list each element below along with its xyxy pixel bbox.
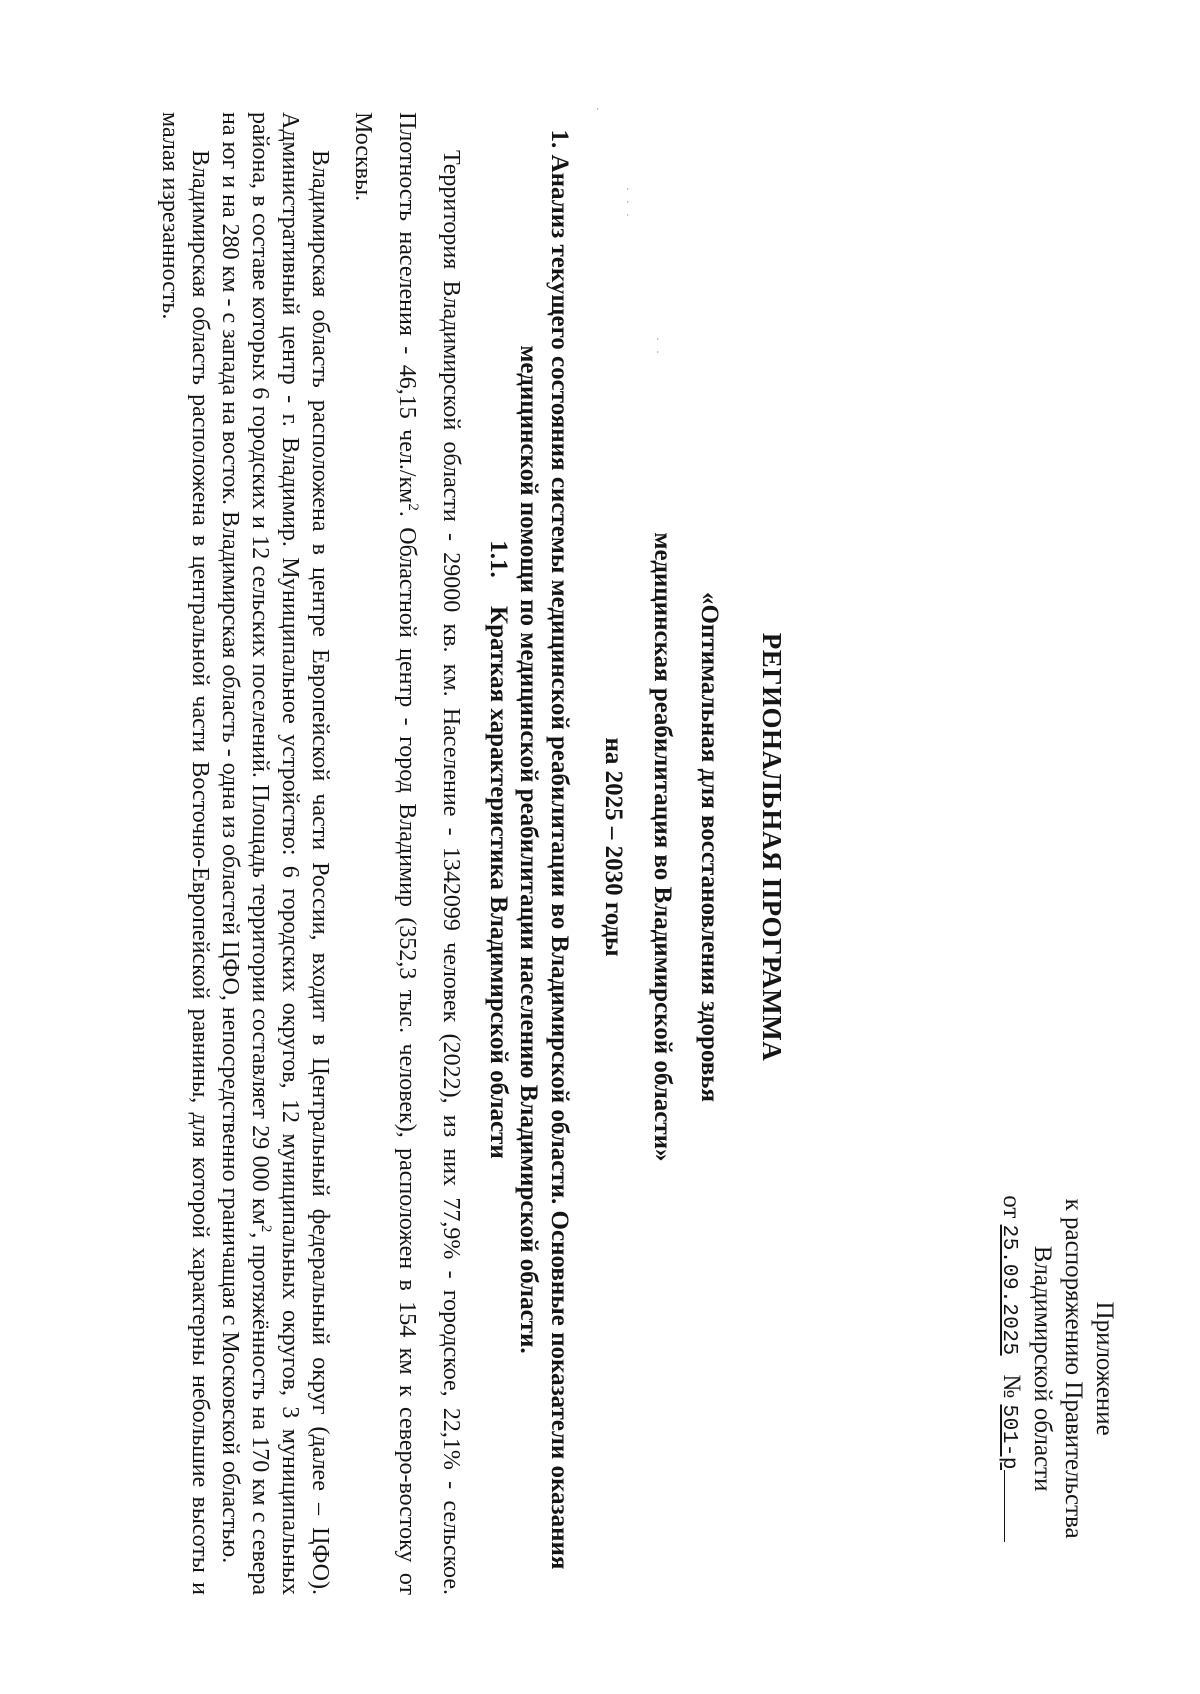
program-subtitle <box>639 37 733 1657</box>
section-title: Анализ текущего состояния системы медицинской реабилитации во Владимирской области. Основные показатели оказания медицинской помощи по медицинской реабилитации населению Владимирской области. <box>515 154 573 1570</box>
paragraph-location <box>215 112 335 1595</box>
approval-number: 501-р <box>997 1404 1020 1470</box>
approval-date: 25.09.2025 <box>997 1224 1020 1356</box>
approval-number-underline <box>1004 1470 1023 1542</box>
approval-date-line <box>993 1195 1027 1542</box>
approval-prefix-from: от <box>998 1195 1025 1219</box>
approval-stamp <box>993 1195 1120 1542</box>
paragraph-relief: Владимирская область расположена в центральной части Восточно-Европейской равнины, для которой характерны небольшие высоты и малая изрезанность. <box>157 112 213 1595</box>
program-years: на 2025 – 2030 годы <box>600 737 627 957</box>
scan-speck: · <box>591 107 605 114</box>
paragraph-territory-text-a: Территория Владимирской области - 29000 кв. км. Население - 1342099 человек (2022), из них 77,9% - городское, 22,1% - сельское. Плотность населения - 46,15 чел./км <box>394 112 464 1595</box>
document-body <box>155 112 473 1595</box>
paragraph-location-text-b: , протяжённость на 170 км с севера на юг и на 280 км - с запада на восток. Владимирская область - одна из областей ЦФО, непосредственно граничащая с Московской областью. <box>217 112 273 1595</box>
superscript-2: 2 <box>405 503 421 511</box>
section-heading <box>513 112 575 1587</box>
superscript-2: 2 <box>258 1224 274 1233</box>
paragraph-location-text-a: Владимирская область расположена в центре Европейской части России, входит в Центральный федеральный округ (далее – ЦФО). Административный центр - г. Владимир. Муниципальное устройство: 6 городских округов, 12 муниципальных округов, 3 муниципальных района, в составе которых 6 городских и 12 сельских поселений. Площадь территории составляет 29 000 км <box>247 112 333 1595</box>
section-number: 1. <box>546 129 573 149</box>
approval-line-1: Приложение <box>1091 1301 1118 1436</box>
subsection-title: Краткая характеристика Владимирской области <box>485 605 512 1159</box>
scan-speck: · · · <box>621 187 635 220</box>
approval-line-2: к распоряжению Правительства <box>1060 1198 1087 1539</box>
approval-number-sign: № <box>998 1374 1025 1399</box>
program-subtitle-line-2: медицинская реабилитация во Владимирской области» <box>649 532 676 1162</box>
subsection-heading <box>484 112 512 1587</box>
subsection-number: 1.1. <box>485 540 512 578</box>
paragraph-territory <box>341 112 473 1595</box>
approval-line-3: Владимирской области <box>1029 1245 1056 1492</box>
program-title: РЕГИОНАЛЬНАЯ ПРОГРАММА <box>757 632 787 1062</box>
paragraph-territory-text-b: . Областной центр - город Владимир (352,3 тыс. человек), расположен в 154 км к северо-востоку от Москвы. <box>350 112 420 1595</box>
program-subtitle-line-1: «Оптимальная для восстановления здоровья <box>696 591 723 1103</box>
document-page <box>75 37 1165 1657</box>
scan-speck: · · <box>651 337 665 357</box>
